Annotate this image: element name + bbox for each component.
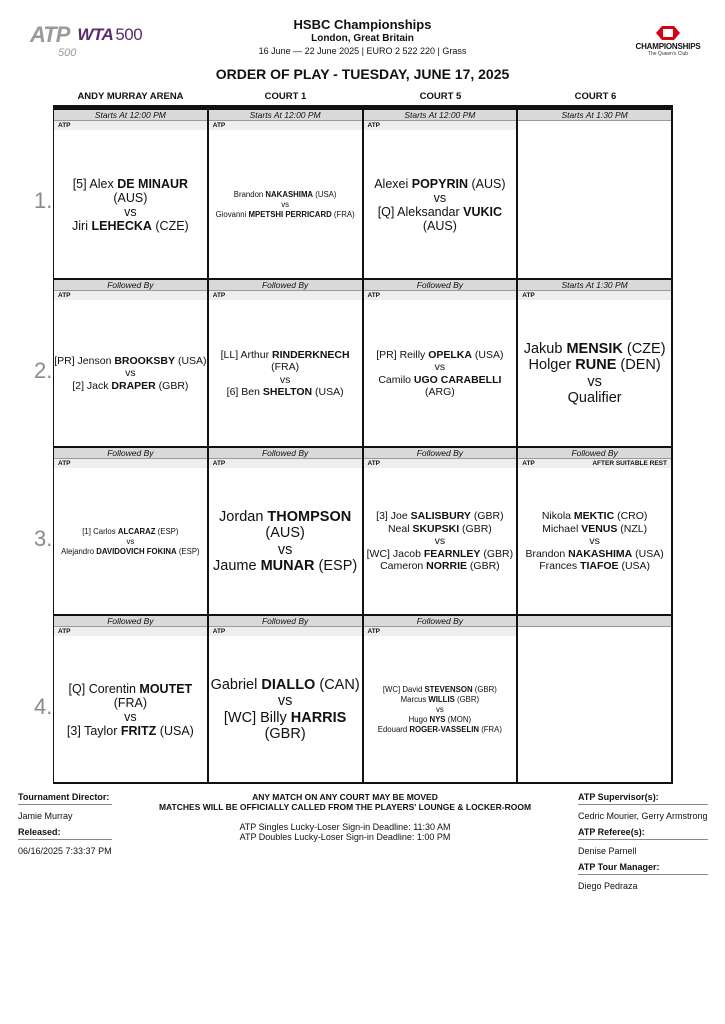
versus-line (209, 693, 362, 710)
player-country: (GBR) (459, 522, 492, 535)
match-content (364, 637, 517, 782)
player-country: (USA) (632, 547, 664, 560)
start-time-label: Starts At 1:30 PM (518, 110, 671, 121)
match-content (518, 469, 671, 614)
player-line (364, 715, 517, 725)
sponsor-name: CHAMPIONSHIPS (635, 42, 701, 51)
supervisor-names: Cedric Mourier, Gerry Armstrong (578, 811, 708, 821)
player-line (364, 177, 517, 191)
start-time-label: Followed By (364, 280, 517, 291)
player-prefix: [WC] Jacob (366, 547, 424, 560)
player-country: (USA) (175, 354, 207, 367)
player-prefix: Edouard (377, 724, 410, 734)
match-slot (518, 616, 671, 784)
player-prefix: vs (434, 535, 446, 548)
player-country: (FRA) (479, 724, 502, 734)
tournament-details: 16 June — 22 June 2025 | EURO 2 522 220 | Grass (258, 46, 467, 56)
versus-line (54, 537, 207, 547)
referee-label: ATP Referee(s): (578, 827, 708, 840)
wta-logo-number: 500 (115, 25, 143, 44)
referee-name: Denise Parnell (578, 846, 637, 856)
player-country: (FRA) (271, 361, 300, 373)
tour-label (54, 627, 207, 636)
court-headers (53, 91, 673, 105)
player-prefix: Alexei (374, 176, 412, 191)
manager-name: Diego Pedraza (578, 881, 638, 891)
court-column (209, 110, 364, 784)
director-label: Tournament Director: (18, 792, 112, 805)
tour-label (54, 291, 207, 300)
start-time-label: Followed By (364, 616, 517, 627)
player-prefix: [LL] Arthur (220, 348, 273, 361)
row-number: 3. (34, 526, 53, 551)
match-slot (209, 616, 362, 784)
court-header: COURT 5 (419, 91, 462, 102)
player-surname: MOUTET (139, 681, 193, 696)
player-prefix: vs (589, 535, 600, 548)
player-country: (GBR) (454, 694, 480, 704)
player-line (364, 560, 517, 573)
notice-moved: ANY MATCH ON ANY COURT MAY BE MOVED (252, 792, 438, 802)
tour-label (364, 627, 517, 636)
player-prefix: vs (587, 373, 602, 390)
player-prefix: [1] Carlos (82, 526, 118, 536)
player-line (54, 724, 207, 738)
wta-logo-text: WTA (77, 25, 114, 44)
versus-line (209, 542, 362, 559)
versus-line (54, 367, 207, 380)
player-surname: VENUS (581, 522, 618, 535)
player-country: (CZE) (622, 340, 666, 357)
player-line (54, 219, 207, 233)
tour-name: ATP (212, 292, 226, 299)
player-line (518, 523, 671, 536)
player-prefix: vs (277, 541, 293, 558)
versus-line (518, 390, 671, 407)
versus-line (518, 535, 671, 548)
player-prefix: Jaume (213, 558, 261, 574)
player-prefix: vs (281, 199, 290, 209)
player-country: (MON) (445, 714, 472, 724)
tour-label (518, 291, 671, 300)
court-column (364, 110, 519, 784)
tour-name: ATP (212, 122, 226, 129)
player-surname: OPELKA (428, 348, 472, 361)
player-surname: RUNE (575, 357, 617, 373)
versus-line (209, 200, 362, 210)
player-prefix: vs (434, 361, 446, 373)
player-prefix: Holger (528, 357, 576, 373)
player-line (54, 527, 207, 537)
match-slot (209, 448, 362, 616)
player-line (364, 374, 517, 399)
player-surname: BROOKSBY (114, 354, 176, 367)
player-surname: DIALLO (261, 676, 316, 693)
tour-name: ATP (367, 292, 381, 299)
player-line (518, 560, 671, 573)
match-content (518, 301, 671, 446)
player-line (518, 341, 671, 358)
player-country: (USA) (156, 723, 194, 738)
match-slot (364, 280, 517, 448)
player-country: (GBR) (480, 547, 514, 560)
player-surname: SKUPSKI (412, 522, 460, 535)
player-surname: LEHECKA (91, 218, 152, 233)
sponsor-subtitle: The Queen's Club (647, 51, 689, 57)
player-country: (CRO) (614, 510, 648, 523)
tour-label (54, 121, 207, 130)
match-slot (518, 280, 671, 448)
player-prefix: vs (126, 536, 135, 546)
player-prefix: vs (124, 204, 137, 219)
player-line (518, 510, 671, 523)
tour-name: ATP (58, 292, 71, 299)
start-time-label (518, 616, 671, 627)
player-country: (CAN) (315, 676, 360, 693)
player-prefix: Alejandro (61, 546, 97, 556)
player-country: (DEN) (616, 357, 661, 373)
player-prefix: Brandon (233, 189, 266, 199)
player-prefix: [WC] David (382, 684, 425, 694)
player-surname: NYS (429, 714, 446, 724)
singles-deadline: ATP Singles Lucky-Loser Sign-in Deadline: 11:30 AM (239, 822, 451, 832)
released-timestamp: 06/16/2025 7:33:37 PM (18, 846, 112, 856)
player-surname: SHELTON (262, 386, 313, 398)
player-country: (FRA) (113, 695, 148, 710)
start-time-label: Starts At 12:00 PM (364, 110, 517, 121)
order-of-play-title: ORDER OF PLAY - TUESDAY, JUNE 17, 2025 (215, 66, 510, 82)
player-country: (USA) (313, 189, 337, 199)
match-slot (518, 110, 671, 280)
court-column (518, 110, 673, 784)
match-content (54, 637, 207, 782)
player-prefix: [5] Alex (72, 176, 118, 191)
player-surname: RINDERKNECH (272, 348, 350, 361)
player-line (518, 548, 671, 561)
slot-note: AFTER SUITABLE REST (592, 460, 667, 467)
court-header: ANDY MURRAY ARENA (77, 91, 184, 102)
player-surname: STEVENSON (424, 684, 473, 694)
player-surname: POPYRIN (411, 176, 469, 191)
player-country: (GBR) (264, 726, 306, 742)
versus-line (364, 361, 517, 374)
player-prefix: [2] Jack (72, 379, 112, 392)
tour-name: ATP (58, 122, 71, 129)
player-country: (FRA) (331, 209, 355, 219)
tour-name: ATP (367, 460, 381, 467)
match-content (209, 637, 362, 782)
player-country: (USA) (618, 560, 651, 573)
player-surname: MPETSHI PERRICARD (248, 209, 332, 219)
player-surname: MENSIK (566, 340, 623, 357)
start-time-label: Followed By (518, 448, 671, 459)
player-country: (GBR) (155, 379, 189, 392)
tour-label (364, 291, 517, 300)
player-surname: DAVIDOVICH FOKINA (96, 546, 177, 556)
player-country: (ARG) (425, 386, 455, 398)
tour-name: ATP (522, 292, 535, 299)
player-surname: THOMPSON (267, 508, 352, 525)
player-surname: NAKASHIMA (568, 547, 633, 560)
start-time-label: Followed By (209, 448, 362, 459)
player-prefix: Neal (387, 522, 413, 535)
versus-line (54, 205, 207, 219)
match-slot (209, 280, 362, 448)
player-prefix: vs (124, 709, 137, 724)
player-line (364, 548, 517, 561)
player-country: (AUS) (422, 218, 457, 233)
player-prefix: [PR] Reilly (376, 348, 429, 361)
player-prefix: [WC] Billy (223, 709, 291, 726)
player-prefix: Michael (542, 522, 582, 535)
tour-name: ATP (522, 460, 535, 467)
player-surname: VUKIC (463, 204, 503, 219)
manager-label: ATP Tour Manager: (578, 862, 708, 875)
start-time-label: Followed By (54, 280, 207, 291)
match-content (54, 469, 207, 614)
player-prefix: [3] Taylor (66, 723, 121, 738)
tour-label (364, 459, 517, 468)
tour-name: ATP (367, 122, 381, 129)
player-line (364, 510, 517, 523)
player-prefix: Gabriel (210, 676, 262, 693)
court-header: COURT 1 (264, 91, 307, 102)
match-content (209, 469, 362, 614)
player-prefix: Frances (539, 560, 581, 573)
player-prefix: Marcus (400, 694, 429, 704)
player-country: (AUS) (113, 190, 148, 205)
tour-name: ATP (212, 628, 226, 635)
player-surname: TIAFOE (580, 560, 619, 573)
player-surname: ROGER-VASSELIN (409, 724, 480, 734)
versus-line (364, 535, 517, 548)
player-country: (AUS) (468, 176, 506, 191)
tour-name: ATP (367, 628, 381, 635)
player-line (54, 547, 207, 557)
row-number: 4. (34, 694, 53, 719)
player-line (54, 682, 207, 710)
player-surname: UGO CARABELLI (413, 373, 502, 386)
player-surname: ALCARAZ (117, 526, 156, 536)
player-prefix: Nikola (541, 510, 574, 523)
released-label: Released: (18, 827, 112, 840)
player-surname: DE MINAUR (117, 176, 189, 191)
start-time-label: Followed By (54, 448, 207, 459)
tournament-location: London, Great Britain (311, 33, 414, 44)
match-slot (54, 616, 207, 784)
player-prefix: Jiri (72, 218, 92, 233)
match-content (364, 469, 517, 614)
tour-label (54, 459, 207, 468)
match-content (209, 301, 362, 446)
player-prefix: Cameron (380, 560, 427, 573)
match-slot (54, 110, 207, 280)
match-content (54, 301, 207, 446)
player-line (209, 349, 362, 374)
supervisor-label: ATP Supervisor(s): (578, 792, 708, 805)
match-slot (364, 110, 517, 280)
schedule-grid (53, 91, 673, 784)
notice-called: MATCHES WILL BE OFFICIALLY CALLED FROM THE PLAYERS' LOUNGE & LOCKER-ROOM (158, 802, 532, 812)
versus-line (364, 705, 517, 715)
player-surname: NORRIE (426, 560, 468, 573)
player-surname: FRITZ (120, 723, 157, 738)
player-country: (ESP) (176, 546, 200, 556)
match-slot (364, 616, 517, 784)
match-content (364, 131, 517, 278)
player-prefix: Brandon (525, 547, 569, 560)
player-line (209, 190, 362, 200)
player-surname: FEARNLEY (423, 547, 481, 560)
player-prefix: Camilo (378, 373, 414, 386)
player-line (364, 523, 517, 536)
player-surname: WILLIS (428, 694, 455, 704)
player-prefix: [Q] Corentin (68, 681, 140, 696)
player-surname: NAKASHIMA (265, 189, 314, 199)
court-columns (53, 110, 673, 784)
tour-label (364, 121, 517, 130)
versus-line (364, 191, 517, 205)
versus-line (54, 710, 207, 724)
player-line (364, 685, 517, 695)
player-line (364, 725, 517, 735)
player-line (209, 386, 362, 399)
match-slot (518, 448, 671, 616)
player-line (209, 210, 362, 220)
match-content (364, 301, 517, 446)
player-line (54, 177, 207, 205)
player-surname: DRAPER (111, 379, 156, 392)
player-line (518, 357, 671, 374)
player-line (364, 205, 517, 233)
player-line (209, 558, 362, 575)
player-prefix: vs (279, 373, 291, 386)
tournament-header (0, 17, 725, 56)
match-content (54, 131, 207, 278)
start-time-label: Followed By (209, 280, 362, 291)
player-prefix: Qualifier (567, 390, 622, 406)
player-prefix: [6] Ben (226, 386, 263, 398)
player-prefix: vs (277, 693, 293, 709)
tour-name: ATP (212, 460, 226, 467)
tour-label (209, 459, 362, 468)
start-time-label: Starts At 12:00 PM (54, 110, 207, 121)
atp-logo-text: ATP (30, 22, 70, 47)
row-number: 2. (34, 358, 53, 383)
match-slot (364, 448, 517, 616)
player-prefix: Jakub (523, 340, 567, 357)
atp-logo-number: 500 (58, 47, 77, 59)
player-prefix: vs (435, 704, 444, 714)
tour-label (209, 121, 362, 130)
player-country: (GBR) (470, 510, 504, 523)
row-number: 1. (34, 188, 53, 213)
match-content (209, 131, 362, 278)
player-country: (ESP) (314, 558, 358, 574)
start-time-label: Followed By (364, 448, 517, 459)
player-line (364, 695, 517, 705)
versus-line (518, 374, 671, 391)
player-prefix: Hugo (408, 714, 430, 724)
player-surname: HARRIS (290, 709, 347, 726)
tour-name: ATP (58, 460, 71, 467)
player-line (209, 677, 362, 694)
player-line (54, 380, 207, 393)
player-country: (NZL) (617, 522, 648, 535)
versus-line (209, 374, 362, 387)
start-time-label: Followed By (54, 616, 207, 627)
tournament-title: HSBC Championships (293, 17, 432, 32)
match-slot (54, 448, 207, 616)
player-line (209, 509, 362, 542)
start-time-label: Followed By (209, 616, 362, 627)
player-country: (AUS) (265, 525, 305, 541)
player-line (209, 710, 362, 743)
court-header: COURT 6 (574, 91, 617, 102)
match-slot (209, 110, 362, 280)
player-country: (USA) (471, 348, 504, 361)
doubles-deadline: ATP Doubles Lucky-Loser Sign-in Deadline: 1:00 PM (239, 832, 451, 842)
player-prefix: vs (433, 190, 447, 205)
player-surname: SALISBURY (410, 510, 471, 523)
player-country: (USA) (312, 386, 344, 398)
director-name: Jamie Murray (18, 811, 73, 821)
court-column (54, 110, 209, 784)
player-country: (CZE) (151, 218, 189, 233)
player-country: (ESP) (155, 526, 179, 536)
player-prefix: Giovanni (215, 209, 249, 219)
start-time-label: Starts At 12:00 PM (209, 110, 362, 121)
match-slot (54, 280, 207, 448)
tour-label (209, 627, 362, 636)
player-prefix: vs (125, 367, 136, 380)
tour-name: ATP (58, 628, 71, 635)
tour-label (209, 291, 362, 300)
player-prefix: Jordan (219, 508, 268, 525)
player-line (54, 355, 207, 368)
tour-label (518, 459, 671, 468)
player-line (364, 349, 517, 362)
start-time-label: Starts At 1:30 PM (518, 280, 671, 291)
player-surname: MUNAR (260, 558, 315, 574)
player-prefix: [Q] Aleksandar (377, 204, 464, 219)
player-surname: MEKTIC (573, 510, 615, 523)
player-country: (GBR) (472, 684, 497, 694)
player-prefix: [3] Joe (376, 510, 411, 523)
player-country: (GBR) (467, 560, 500, 573)
player-prefix: [PR] Jenson (54, 354, 115, 367)
